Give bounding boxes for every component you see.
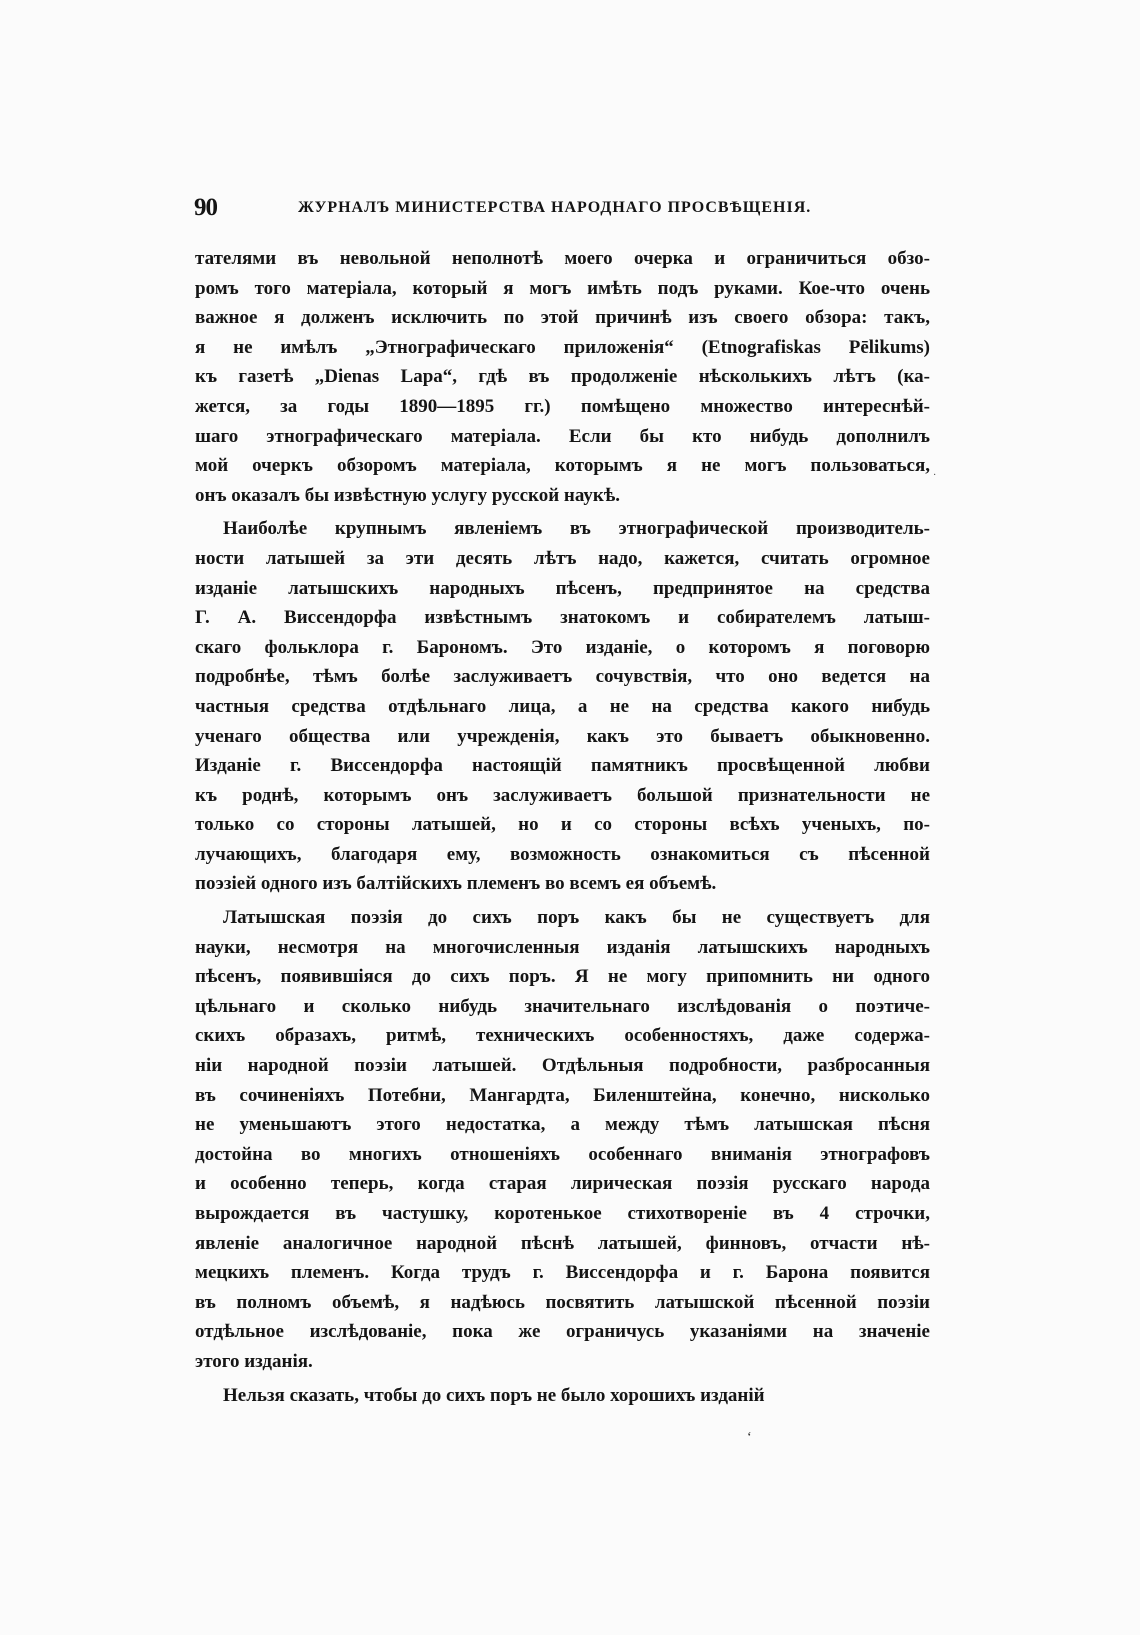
ink-speck: · (933, 470, 937, 481)
text-line: къ газетѣ „Dienas Lapa“, гдѣ въ продолженіе нѣсколькихъ лѣтъ (ка- (195, 366, 930, 388)
text-line: отдѣльное изслѣдованіе, пока же ограничусь указаніями на значеніе (195, 1321, 930, 1343)
text-line: частныя средства отдѣльнаго лица, а не на средства какого нибудь (195, 695, 930, 717)
text-line: подробнѣе, тѣмъ болѣе заслуживаетъ сочувствія, что оно ведется на (195, 666, 930, 688)
paragraph (195, 1381, 930, 1411)
text-line: лучающихъ, благодаря ему, возможность ознакомиться съ пѣсенной (195, 843, 930, 865)
text-line: жется, за годы 1890—1895 гг.) помѣщено множество интереснѣй- (195, 395, 930, 417)
text-line: скаго фольклора г. Барономъ. Это изданіе, о которомъ я поговорю (195, 636, 930, 658)
body-text (195, 244, 930, 1410)
text-line: науки, несмотря на многочисленныя изданія латышскихъ народныхъ (195, 936, 930, 958)
text-line: въ полномъ объемѣ, я надѣюсь посвятить латышской пѣсенной поэзіи (195, 1291, 930, 1313)
page-number: 90 (194, 194, 217, 221)
text-line: онъ оказалъ бы извѣстную услугу русской наукѣ. (195, 484, 620, 506)
text-line: вырождается въ частушку, коротенькое стихотвореніе въ 4 строчки, (195, 1203, 930, 1224)
text-line: тателями въ невольной неполнотѣ моего очерка и ограничиться обзо- (195, 248, 930, 269)
text-line: поэзіей одного изъ балтійскихъ племенъ во всемъ ея объемѣ. (195, 873, 717, 895)
text-line: только со стороны латышей, но и со стороны всѣхъ ученыхъ, по- (195, 814, 930, 836)
text-line: Наиболѣе крупнымъ явленіемъ въ этнографической производитель- (223, 518, 930, 540)
text-line: пѣсенъ, появившіяся до сихъ поръ. Я не могу припомнить ни одного (195, 966, 930, 988)
text-line: ности латышей за эти десять лѣтъ надо, кажется, считать огромное (195, 547, 930, 569)
text-line: мецкихъ племенъ. Когда трудъ г. Виссендорфа и г. Барона появится (195, 1262, 930, 1284)
text-line: явленіе аналогичное народной пѣснѣ латышей, финновъ, отчасти нѣ- (195, 1232, 930, 1254)
text-line: цѣльнаго и сколько нибудь значительнаго изслѣдованія о поэтиче- (195, 995, 930, 1017)
text-line: Г. А. Виссендорфа извѣстнымъ знатокомъ и собирателемъ латыш- (195, 607, 930, 629)
text-line: Изданіе г. Виссендорфа настоящій памятникъ просвѣщенной любви (195, 755, 930, 777)
text-line: изданіе латышскихъ народныхъ пѣсенъ, предпринятое на средства (195, 577, 930, 599)
text-line: и особенно теперь, когда старая лирическая поэзія русскаго народа (195, 1173, 930, 1195)
text-line: къ роднѣ, которымъ онъ заслуживаетъ большой признательности не (195, 784, 930, 806)
paragraph (195, 244, 930, 510)
text-line: мой очеркъ обзоромъ матеріала, которымъ я не могъ пользоваться, (195, 455, 930, 477)
page-header (194, 194, 924, 228)
text-line: этого изданія. (195, 1350, 313, 1372)
text-line: я не имѣлъ „Этнографическаго приложенія“ (Etnografiskas Pēlikums) (195, 336, 930, 358)
text-line: Латышская поэзія до сихъ поръ какъ бы не существуетъ для (223, 907, 930, 929)
paragraph (195, 903, 930, 1377)
text-line: важное я долженъ исключить по этой причинѣ изъ своего обзора: такъ, (195, 307, 930, 329)
text-line: ніи народной поэзіи латышей. Отдѣльныя подробности, разбросанныя (195, 1055, 930, 1077)
text-line: ромъ того матеріала, который я могъ имѣть подъ руками. Кое-что очень (195, 277, 930, 299)
paragraph (195, 514, 930, 899)
text-line: въ сочиненіяхъ Потебни, Мангардта, Биленштейна, конечно, нисколько (195, 1084, 930, 1106)
text-line: ученаго общества или учрежденія, какъ это бываетъ обыкновенно. (195, 725, 930, 747)
text-line: достойна во многихъ отношеніяхъ особеннаго вниманія этнографовъ (195, 1143, 930, 1165)
bottom-mark: ‘ (747, 1430, 752, 1445)
text-line: Нельзя сказать, чтобы до сихъ поръ не было хорошихъ изданій (223, 1384, 765, 1406)
running-title: ЖУРНАЛЪ МИНИСТЕРСТВА НАРОДНАГО ПРОСВѢЩЕНІЯ. (298, 199, 812, 216)
text-line: шаго этнографическаго матеріала. Если бы кто нибудь дополнилъ (195, 425, 930, 447)
text-line: не уменьшаютъ этого недостатка, а между тѣмъ латышская пѣсня (195, 1114, 930, 1136)
text-line: скихъ образахъ, ритмѣ, техническихъ особенностяхъ, даже содержа- (195, 1025, 930, 1047)
